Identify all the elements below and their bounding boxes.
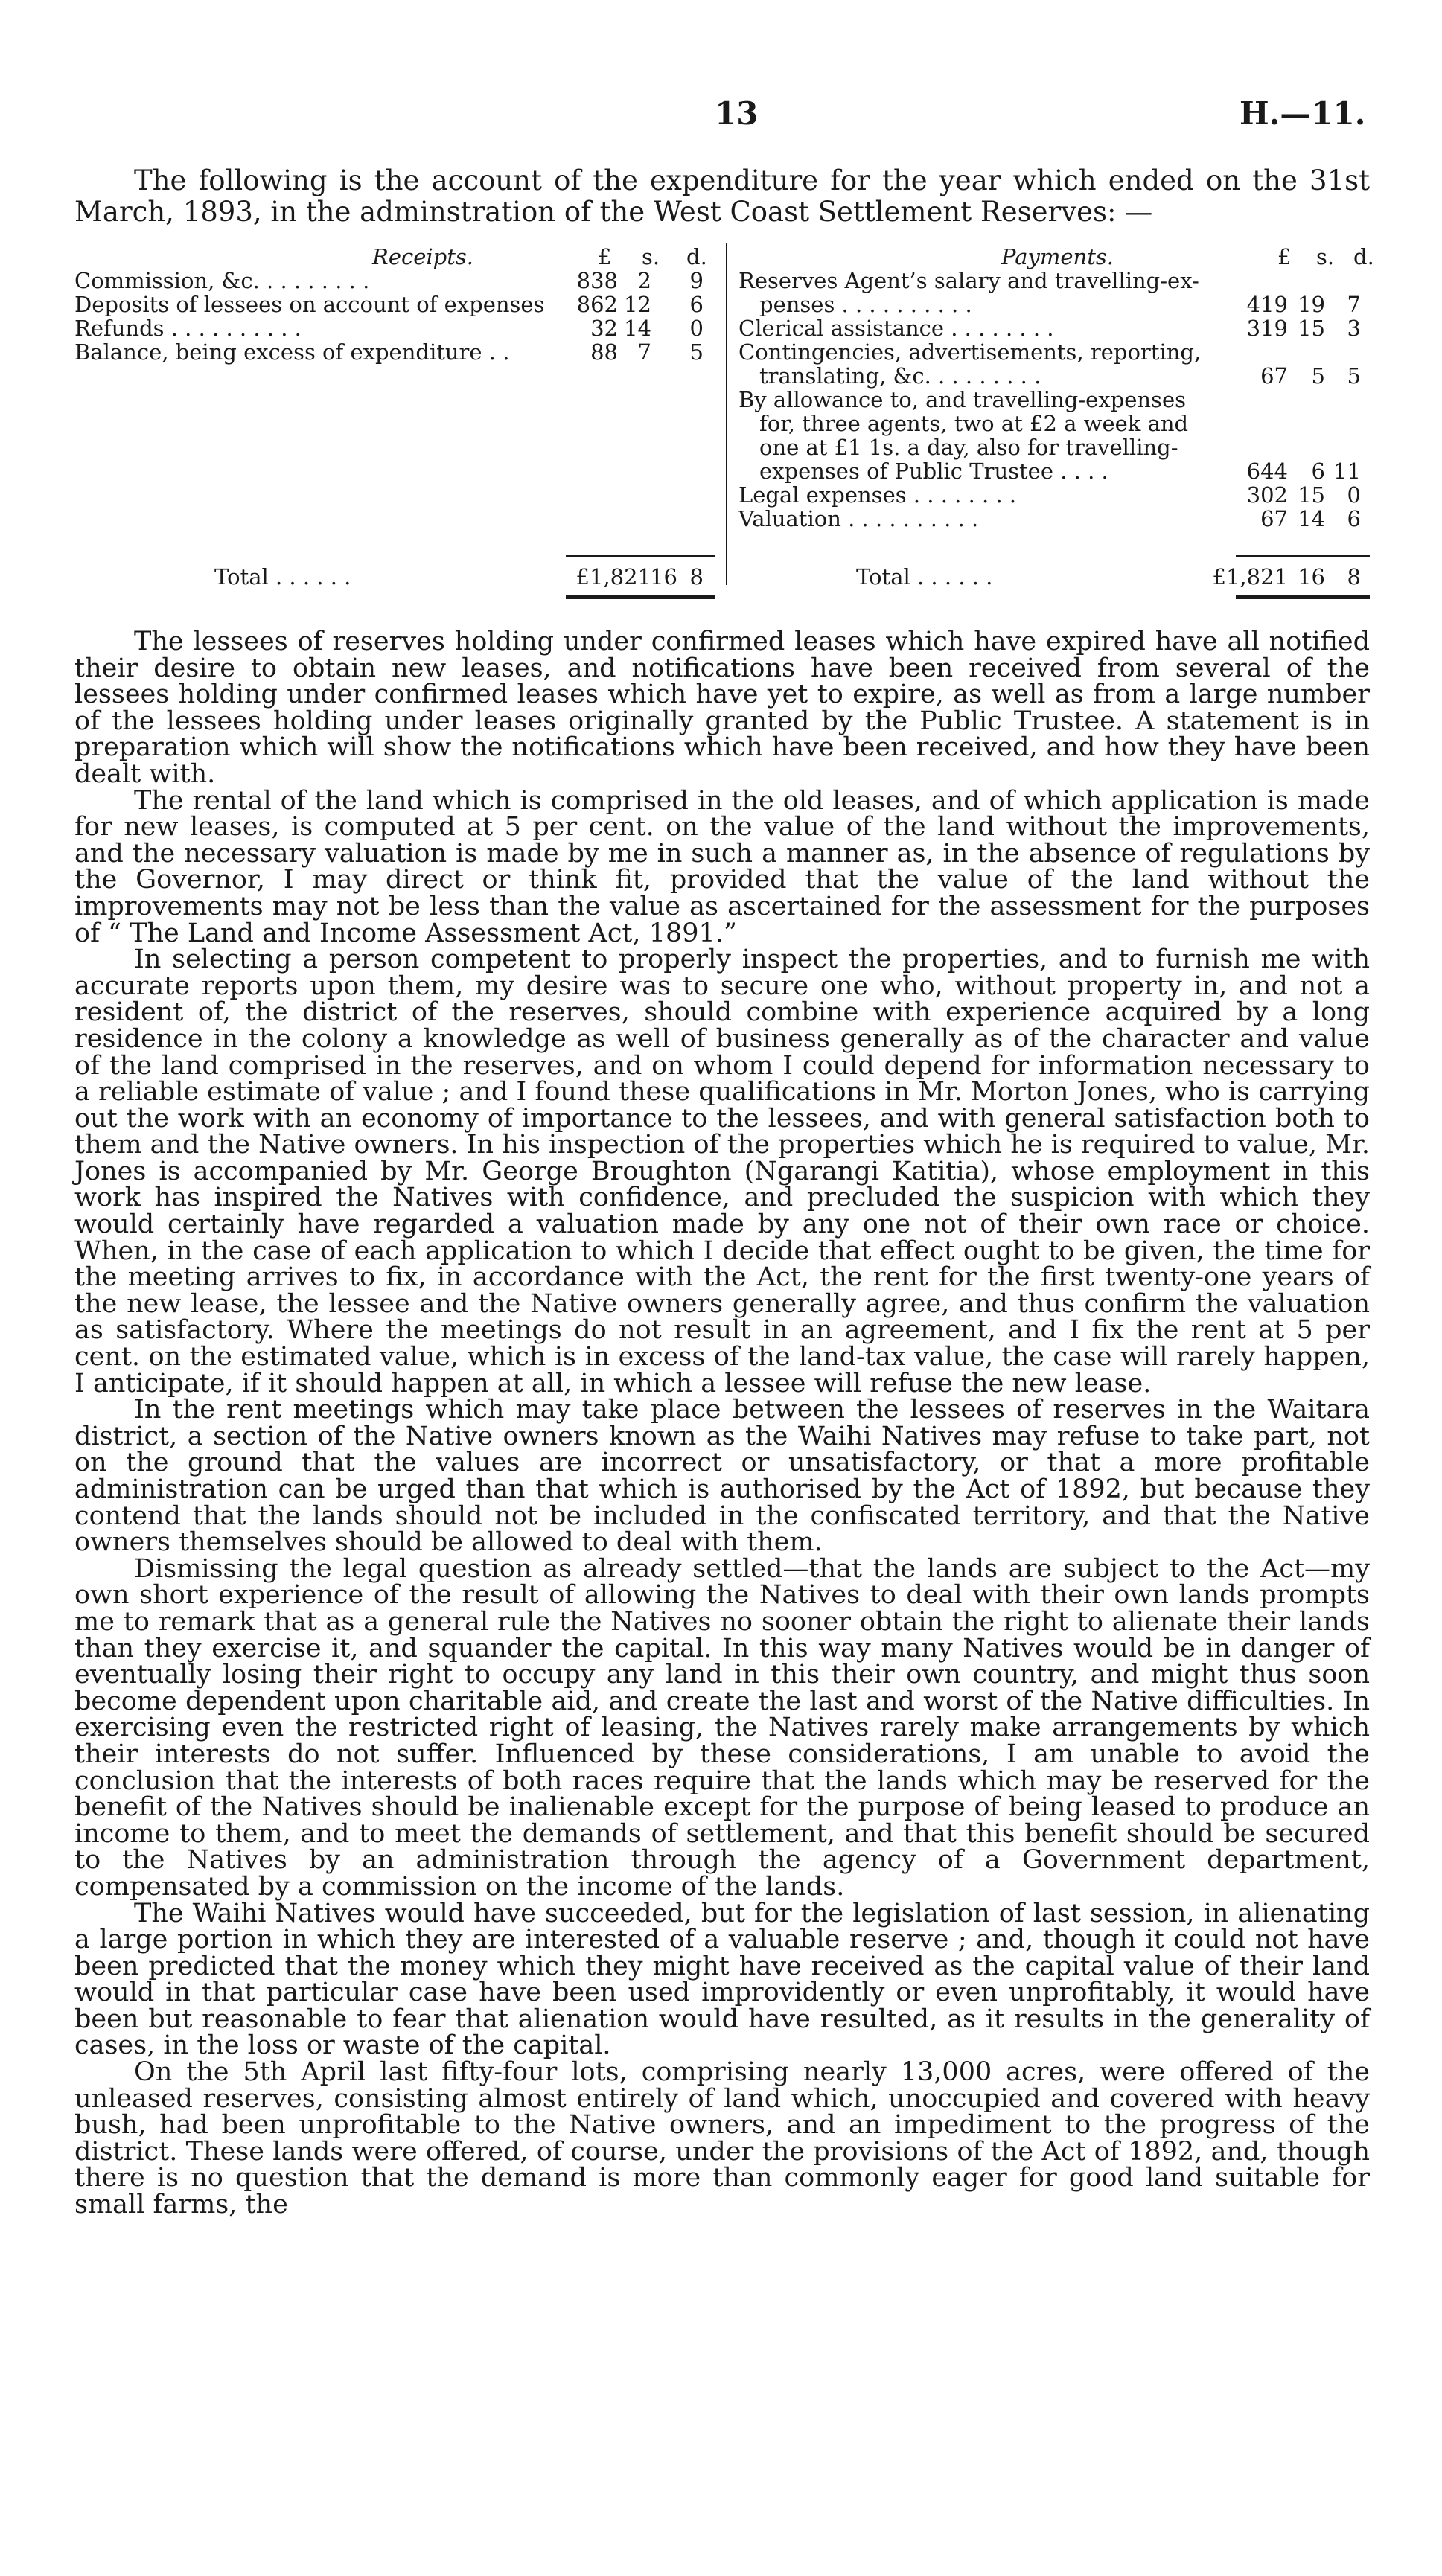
receipt-amount-pounds: 88 xyxy=(590,339,618,365)
paragraph: Dismissing the legal question as already settled—that the lands are subject to the Act—my own short experience of the result of allowing the Natives to deal with their own lands prompts me to remark that as a general rule the Natives no sooner obtain the right to alienate their lands than they exercise it, and squander the capital. In this way many Natives would be in danger of eventually losing their right to occupy any land in this their own country, and might thus soon become dependent upon charitable aid, and create the last and worst of the Native difficulties. In exercising even the restricted right of leasing, the Natives rarely make arrangements by which their interests do not suffer. Influenced by these considerations, I am unable to avoid the conclusion that the interests of both races require that the lands which may be reserved for the benefit of the Natives should be inalienable except for the purpose of being leased to produce an income to them, and to meet the demands of settlement, and that this benefit should be secured to the Natives by an administration through the agency of a Government department, compensated by a commission on the income of the lands. xyxy=(74,1553,1370,1902)
payment-amount-pounds: 67 xyxy=(1260,506,1288,531)
receipt-amount-shillings: 2 xyxy=(637,268,651,293)
payment-row-label: Clerical assistance . . . . . . . . xyxy=(738,316,1054,341)
receipt-amount-shillings: 14 xyxy=(624,316,651,341)
receipt-amount-pence: 5 xyxy=(689,339,704,365)
receipts-total-double-rule xyxy=(566,595,715,599)
receipt-amount-pounds: 838 xyxy=(576,268,618,293)
receipts-caption: Receipts. xyxy=(372,244,473,269)
receipt-row-label: Balance, being excess of expenditure . . xyxy=(74,339,510,365)
payment-amount-shillings: 15 xyxy=(1298,316,1325,341)
receipt-amount-pence: 6 xyxy=(689,292,704,317)
page-number: 13 xyxy=(715,95,759,132)
payment-row-label: for, three agents, two at £2 a week and xyxy=(759,411,1189,436)
intro-paragraph: The following is the account of the expenditure for the year which ended on the 31st March, 1893, in the adminstration of the West Coast Settlement Reserves: — xyxy=(74,164,1370,228)
payment-row-label: translating, &c. . . . . . . . . xyxy=(759,363,1041,389)
shillings-header: s. xyxy=(1316,244,1335,269)
pounds-header: £ xyxy=(598,244,612,269)
payments-total-pence: 8 xyxy=(1347,564,1361,589)
receipts-total-shillings: 16 xyxy=(650,564,677,589)
shillings-header: s. xyxy=(642,244,660,269)
account-table xyxy=(74,240,1374,612)
payment-amount-pence: 0 xyxy=(1347,482,1361,508)
payment-amount-pence: 5 xyxy=(1347,363,1361,389)
payments-total-label: Total . . . . . . xyxy=(856,564,993,589)
payments-total-rule xyxy=(1236,555,1370,557)
payment-amount-shillings: 15 xyxy=(1298,482,1325,508)
payment-amount-shillings: 19 xyxy=(1298,292,1325,317)
paragraph: In selecting a person competent to properly inspect the properties, and to furnish me with accurate reports upon them, my desire was to secure one who, without property in, and not a resident of, the district of the reserves, should combine with experience acquired by a long residence in the colony a knowledge as well of business generally as of the character and value of the land comprised in the reserves, and on whom I could depend for information necessary to a reliable estimate of value ; and I found these qualifications in Mr. Morton Jones, who is carrying out the work with an economy of importance to the lessees, and with general satisfaction both to them and the Native owners. In his inspection of the properties which he is required to value, Mr. Jones is accompanied by Mr. George Broughton (Ngarangi Katitia), whose employment in this work has inspired the Natives with confidence, and precluded the suspicion with which they would certainly have regarded a valuation made by any one not of their own race or choice. When, in the case of each application to which I decide that effect ought to be given, the time for the meeting arrives to fix, in accordance with the Act, the rent for the first twenty-one years of the new lease, the lessee and the Native owners generally agree, and thus confirm the valuation as satisfactory. Where the meetings do not result in an agreement, and I fix the rent at 5 per cent. on the estimated value, which is in excess of the land-tax value, the case will rarely happen, I anticipate, if it should happen at all, in which a lessee will refuse the new lease. xyxy=(74,945,1370,1399)
receipt-amount-pounds: 862 xyxy=(576,292,618,317)
receipts-total-pounds: £1,821 xyxy=(575,564,651,589)
payment-row-label: By allowance to, and travelling-expenses xyxy=(738,387,1186,412)
pence-header: d. xyxy=(1353,244,1374,269)
payment-row-label: Legal expenses . . . . . . . . xyxy=(738,482,1017,508)
document-reference: H.—11. xyxy=(1240,95,1366,132)
payment-amount-pounds: 319 xyxy=(1246,316,1288,341)
payment-row-label: Valuation . . . . . . . . . . xyxy=(738,506,979,531)
payment-amount-shillings: 6 xyxy=(1311,458,1325,484)
payment-row-label: one at £1 1s. a day, also for travelling- xyxy=(759,435,1178,460)
payment-row-label: penses . . . . . . . . . . xyxy=(759,292,972,317)
receipt-amount-pence: 0 xyxy=(689,316,704,341)
pounds-header: £ xyxy=(1277,244,1292,269)
payment-row-label: Reserves Agent’s salary and travelling-ex- xyxy=(738,268,1199,293)
receipt-amount-shillings: 12 xyxy=(624,292,651,317)
payment-amount-pence: 6 xyxy=(1347,506,1361,531)
receipt-amount-shillings: 7 xyxy=(637,339,651,365)
payment-amount-pounds: 67 xyxy=(1260,363,1288,389)
payment-amount-pounds: 644 xyxy=(1246,458,1288,484)
payment-amount-shillings: 14 xyxy=(1298,506,1325,531)
payment-amount-pounds: 302 xyxy=(1246,482,1288,508)
payment-amount-pounds: 419 xyxy=(1246,292,1288,317)
receipts-total-rule xyxy=(566,555,715,557)
paragraph: The lessees of reserves holding under confirmed leases which have expired have all notified their desire to obtain new leases, and notifications have been received from several of the lessees holding under confirmed leases which have yet to expire, as well as from a large number of the lessees holding under leases originally granted by the Public Trustee. A statement is in preparation which will show the notifications which have been received, and how they have been dealt with. xyxy=(74,627,1370,789)
payments-caption: Payments. xyxy=(1001,244,1114,269)
receipts-total-pence: 8 xyxy=(689,564,704,589)
paragraph: The Waihi Natives would have succeeded, but for the legislation of last session, in alienating a large portion in which they are interested of a valuable reserve ; and, though it could not have been predicted that the money which they might have received as the capital value of their land would in that particular case have been used improvidently or even unprofitably, it would have been but reasonable to fear that alienation would have resulted, as it results in the generality of cases, in the loss or waste of the capital. xyxy=(74,1898,1370,2061)
payment-row-label: expenses of Public Trustee . . . . xyxy=(759,458,1108,484)
paragraph: In the rent meetings which may take place between the lessees of reserves in the Waitara district, a section of the Native owners known as the Waihi Natives may refuse to take part, not on the ground that the values are incorrect or unsatisfactory, or that a more profitable administration can be urged than that which is authorised by the Act of 1892, but because they contend that the lands should not be included in the confiscated territory, and that the Native owners themselves should be allowed to deal with them. xyxy=(74,1395,1370,1558)
column-divider xyxy=(726,243,727,585)
payment-row-label: Contingencies, advertisements, reporting, xyxy=(738,339,1202,365)
payment-amount-shillings: 5 xyxy=(1311,363,1325,389)
paragraph: On the 5th April last fifty-four lots, comprising nearly 13,000 acres, were offered of the unleased reserves, consisting almost entirely of land which, unoccupied and covered with heavy bush, had been unprofitable to the Native owners, and an impediment to the progress of the district. These lands were offered, of course, under the provisions of the Act of 1892, and, though there is no question that the demand is more than commonly eager for good land suitable for small farms, the xyxy=(74,2057,1370,2220)
receipt-row-label: Refunds . . . . . . . . . . xyxy=(74,316,302,341)
payment-amount-pence: 11 xyxy=(1333,458,1361,484)
payments-total-double-rule xyxy=(1236,595,1370,599)
pence-header: d. xyxy=(686,244,707,269)
body-text xyxy=(74,629,1370,2219)
receipt-amount-pence: 9 xyxy=(689,268,704,293)
payments-total-pounds: £1,821 xyxy=(1212,564,1288,589)
payments-total-shillings: 16 xyxy=(1298,564,1325,589)
payment-amount-pence: 3 xyxy=(1347,316,1361,341)
receipt-row-label: Deposits of lessees on account of expenses xyxy=(74,292,545,317)
receipt-amount-pounds: 32 xyxy=(590,316,618,341)
receipts-total-label: Total . . . . . . xyxy=(214,564,351,589)
payment-amount-pence: 7 xyxy=(1347,292,1361,317)
receipt-row-label: Commission, &c. . . . . . . . . xyxy=(74,268,370,293)
paragraph: The rental of the land which is comprised in the old leases, and of which application is made for new leases, is computed at 5 per cent. on the value of the land without the improvements, and the necessary valuation is made by me in such a manner as, in the absence of regulations by the Governor, I may direct or think fit, provided that the value of the land without the improvements may not be less than the value as ascertained for the assessment for the purposes of “ The Land and Income Assessment Act, 1891.” xyxy=(74,785,1370,948)
